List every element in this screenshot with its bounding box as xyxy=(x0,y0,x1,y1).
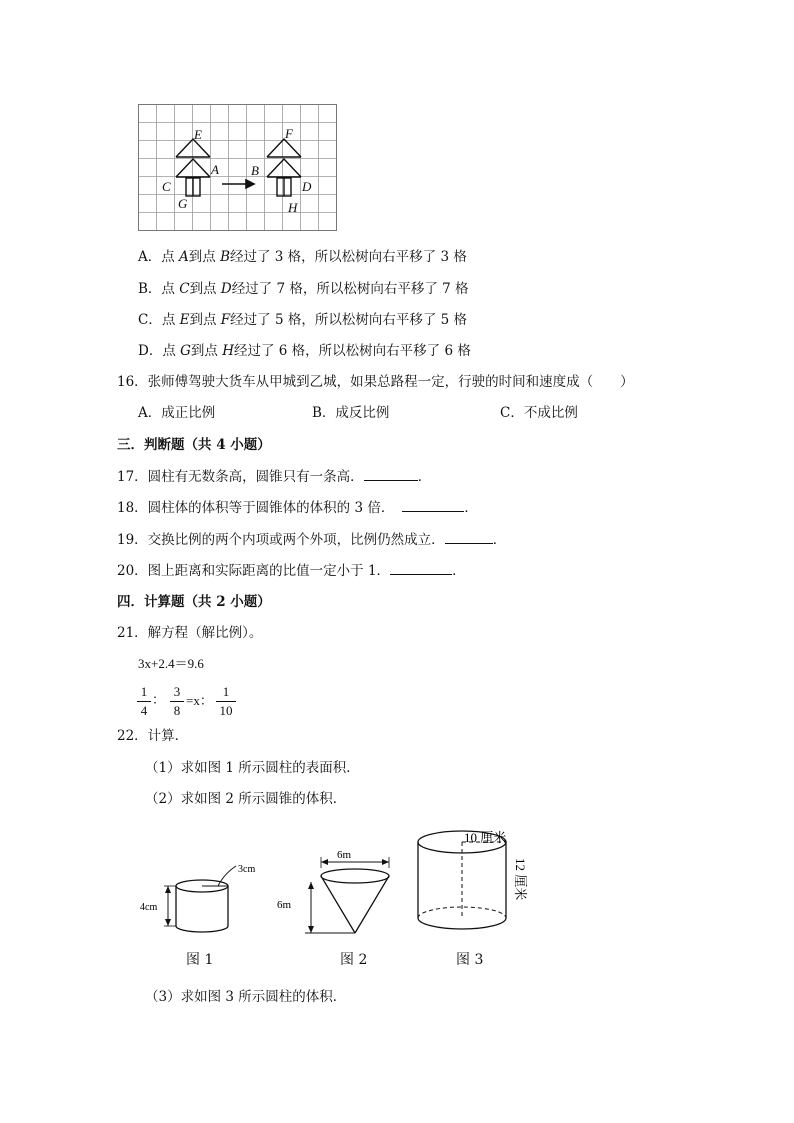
fig2-height-label: 6m xyxy=(277,899,292,911)
q18: 18．圆柱体的体积等于圆锥体的体积的 3 倍． ． xyxy=(117,500,478,516)
q20: 20．图上距离和实际距离的比值一定小于 1． ． xyxy=(117,563,466,579)
q15-option-c[interactable]: C．点 E到点 F经过了 5 格，所以松树向右平移了 5 格 xyxy=(138,312,468,328)
label-E: E xyxy=(194,127,202,142)
q19: 19．交换比例的两个内项或两个外项，比例仍然成立． ． xyxy=(117,532,507,548)
q15-option-b[interactable]: B．点 C到点 D经过了 7 格，所以松树向右平移了 7 格 xyxy=(138,281,469,297)
q18-answer-blank[interactable] xyxy=(402,498,464,512)
fig3-height-label: 12 厘米 xyxy=(513,858,528,901)
q15-option-a[interactable]: A．点 A到点 B经过了 3 格，所以松树向右平移了 3 格 xyxy=(138,249,467,265)
label-F: F xyxy=(285,126,293,141)
label-B: B xyxy=(251,163,259,178)
q20-answer-blank[interactable] xyxy=(390,561,452,575)
section-3-title: 三．判断题（共 4 小题） xyxy=(117,437,271,453)
section-4-title: 四．计算题（共 2 小题） xyxy=(117,594,271,610)
q22-text: 22．计算． xyxy=(117,728,189,744)
arrow-right-icon xyxy=(222,180,254,188)
translation-grid-figure xyxy=(138,104,340,234)
figure-1-caption: 图 1 xyxy=(186,952,214,968)
fig3-radius-label: 10 厘米 xyxy=(464,830,507,845)
left-pine-tree xyxy=(176,139,210,196)
q22-sub-3: （3）求如图 3 所示圆柱的体积． xyxy=(145,989,347,1005)
figure-3-caption: 图 3 xyxy=(456,952,484,968)
figure-2-cone xyxy=(275,848,405,943)
q21-text: 21．解方程（解比例）。 xyxy=(117,625,263,641)
label-D: D xyxy=(302,179,312,194)
label-A: A xyxy=(211,162,219,177)
right-pine-tree xyxy=(267,139,301,196)
q16-option-b[interactable]: B．成反比例 xyxy=(312,405,390,421)
q17-answer-blank[interactable] xyxy=(364,467,418,481)
fraction-3-8: 3 8 xyxy=(170,684,184,719)
q19-answer-blank[interactable] xyxy=(445,530,493,544)
fig1-radius-label: 3cm xyxy=(238,864,256,875)
q17: 17．圆柱有无数条高，圆锥只有一条高． ． xyxy=(117,469,432,485)
label-H: H xyxy=(288,200,298,215)
q16-option-c[interactable]: C．不成比例 xyxy=(500,405,578,421)
q22-sub-1: （1）求如图 1 所示圆柱的表面积． xyxy=(145,760,360,776)
label-C: C xyxy=(162,179,171,194)
fig1-height-label: 4cm xyxy=(140,902,158,913)
q21-equation-1: 3x+2.4＝9.6 xyxy=(138,656,204,671)
label-G: G xyxy=(178,196,188,211)
equals-x: =x： xyxy=(186,693,213,708)
fig2-diameter-label: 6m xyxy=(337,849,352,861)
q22-sub-2: （2）求如图 2 所示圆锥的体积． xyxy=(145,791,347,807)
q15-option-d[interactable]: D．点 G到点 H经过了 6 格，所以松树向右平移了 6 格 xyxy=(138,343,471,359)
figure-3-cylinder xyxy=(410,822,540,947)
q16-option-a[interactable]: A．成正比例 xyxy=(138,405,216,421)
fraction-1-4: 1 4 xyxy=(137,684,151,719)
colon: ： xyxy=(152,693,166,708)
q16-text: 16．张师傅驾驶大货车从甲城到乙城，如果总路程一定，行驶的时间和速度成（ ） xyxy=(117,374,634,390)
fraction-1-10: 1 10 xyxy=(216,684,236,719)
figure-1-cylinder xyxy=(138,850,278,940)
figure-2-caption: 图 2 xyxy=(340,952,368,968)
